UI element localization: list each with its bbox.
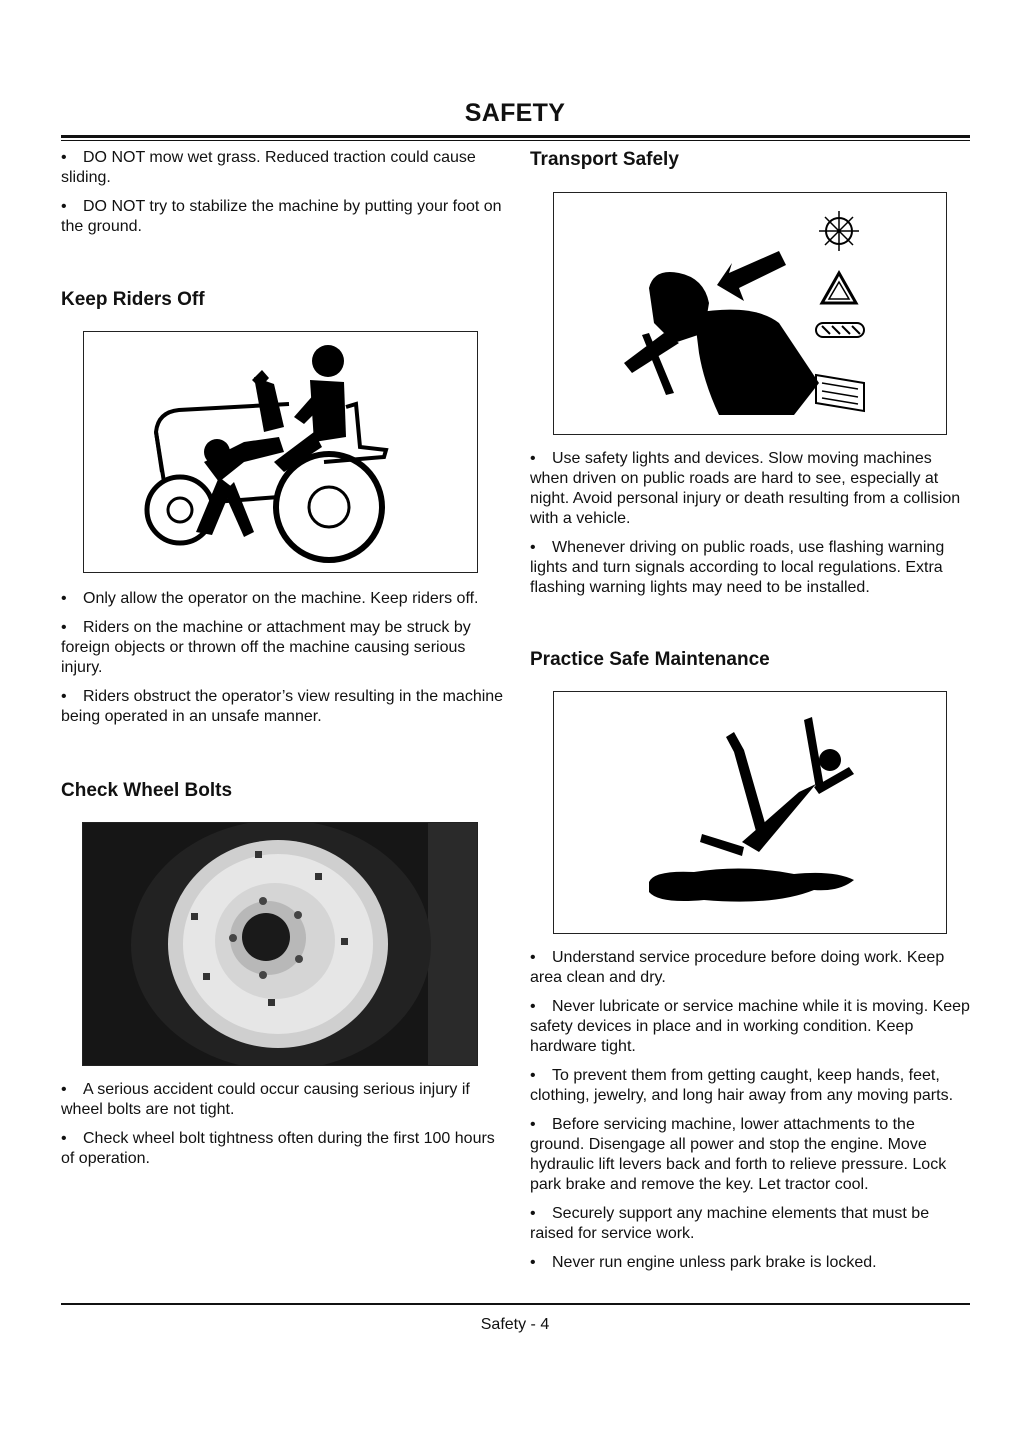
bullet-marker: •	[530, 450, 536, 467]
bullet-marker: •	[530, 1116, 536, 1133]
bullet-marker: •	[530, 539, 536, 556]
slip-fall-icon	[554, 692, 946, 933]
bullet-marker: •	[61, 590, 67, 607]
bullet-item: • Securely support any machine elements that must be raised for service work.	[530, 1205, 930, 1242]
wheel-photo	[82, 822, 478, 1066]
bullet-item: • To prevent them from getting caught, keep hands, feet, clothing, jewelry, and long hair away from any moving parts.	[530, 1067, 954, 1104]
section-heading-check-wheel-bolts: Check Wheel Bolts	[61, 780, 233, 801]
section-heading-keep-riders-off: Keep Riders Off	[61, 289, 205, 310]
left-column	[61, 148, 505, 1178]
transport-illustration	[553, 192, 947, 435]
bullet-item: • Riders on the machine or attachment may be struck by foreign objects or thrown off the machine causing serious injury.	[61, 619, 471, 676]
bullet-item: • Only allow the operator on the machine. Keep riders off.	[61, 590, 479, 607]
bullet-marker: •	[61, 198, 67, 215]
riders-illustration	[83, 331, 478, 573]
transport-safety-icon	[554, 193, 946, 434]
bullet-marker: •	[61, 688, 67, 705]
bullet-item: • Never run engine unless park brake is locked.	[530, 1254, 877, 1271]
bullet-item: • Riders obstruct the operator’s view resulting in the machine being operated in an unsafe manner.	[61, 688, 504, 725]
bullet-marker: •	[530, 998, 536, 1015]
bullet-marker: •	[61, 619, 67, 636]
right-column	[530, 148, 972, 1282]
bullet-item: • Never lubricate or service machine while it is moving. Keep safety devices in place and in working condition. Keep hardware tight.	[530, 998, 970, 1055]
bullet-item: • Whenever driving on public roads, use flashing warning lights and turn signals according to local regulations. Extra flashing warning lights may need to be installed.	[530, 539, 945, 596]
header-rule-thick	[61, 135, 970, 138]
bullet-marker: •	[530, 949, 536, 966]
page-title: SAFETY	[464, 99, 566, 127]
section-heading-transport-safely: Transport Safely	[530, 149, 679, 170]
wheel-rim-icon	[83, 823, 477, 1065]
bullet-marker: •	[530, 1067, 536, 1084]
maintenance-illustration	[553, 691, 947, 934]
bullet-item: • DO NOT try to stabilize the machine by putting your foot on the ground.	[61, 198, 502, 235]
bullet-item: • Check wheel bolt tightness often during the first 100 hours of operation.	[61, 1130, 495, 1167]
bullet-marker: •	[530, 1205, 536, 1222]
header-rule-thin	[61, 140, 970, 141]
bullet-item: • Use safety lights and devices. Slow moving machines when driven on public roads are hard to see, especially at night. Avoid personal injury or death resulting from a collision with a vehicle.	[530, 450, 961, 527]
bullet-marker: •	[530, 1254, 536, 1271]
bullet-item: • Before servicing machine, lower attachments to the ground. Disengage all power and stop the engine. Move hydraulic lift levers back and forth to relieve pressure. Lock park brake and remove the key. Let tractor cool.	[530, 1116, 947, 1193]
bullet-marker: •	[61, 1081, 67, 1098]
page-number: Safety - 4	[480, 1316, 550, 1333]
bullet-item: • DO NOT mow wet grass. Reduced traction could cause sliding.	[61, 149, 476, 186]
bullet-item: • Understand service procedure before doing work. Keep area clean and dry.	[530, 949, 945, 986]
section-heading-practice-safe-maintenance: Practice Safe Maintenance	[530, 649, 770, 670]
tractor-riders-icon	[84, 332, 477, 572]
bullet-marker: •	[61, 149, 67, 166]
bullet-marker: •	[61, 1130, 67, 1147]
footer-rule	[61, 1303, 970, 1305]
bullet-item: • A serious accident could occur causing serious injury if wheel bolts are not tight.	[61, 1081, 470, 1118]
